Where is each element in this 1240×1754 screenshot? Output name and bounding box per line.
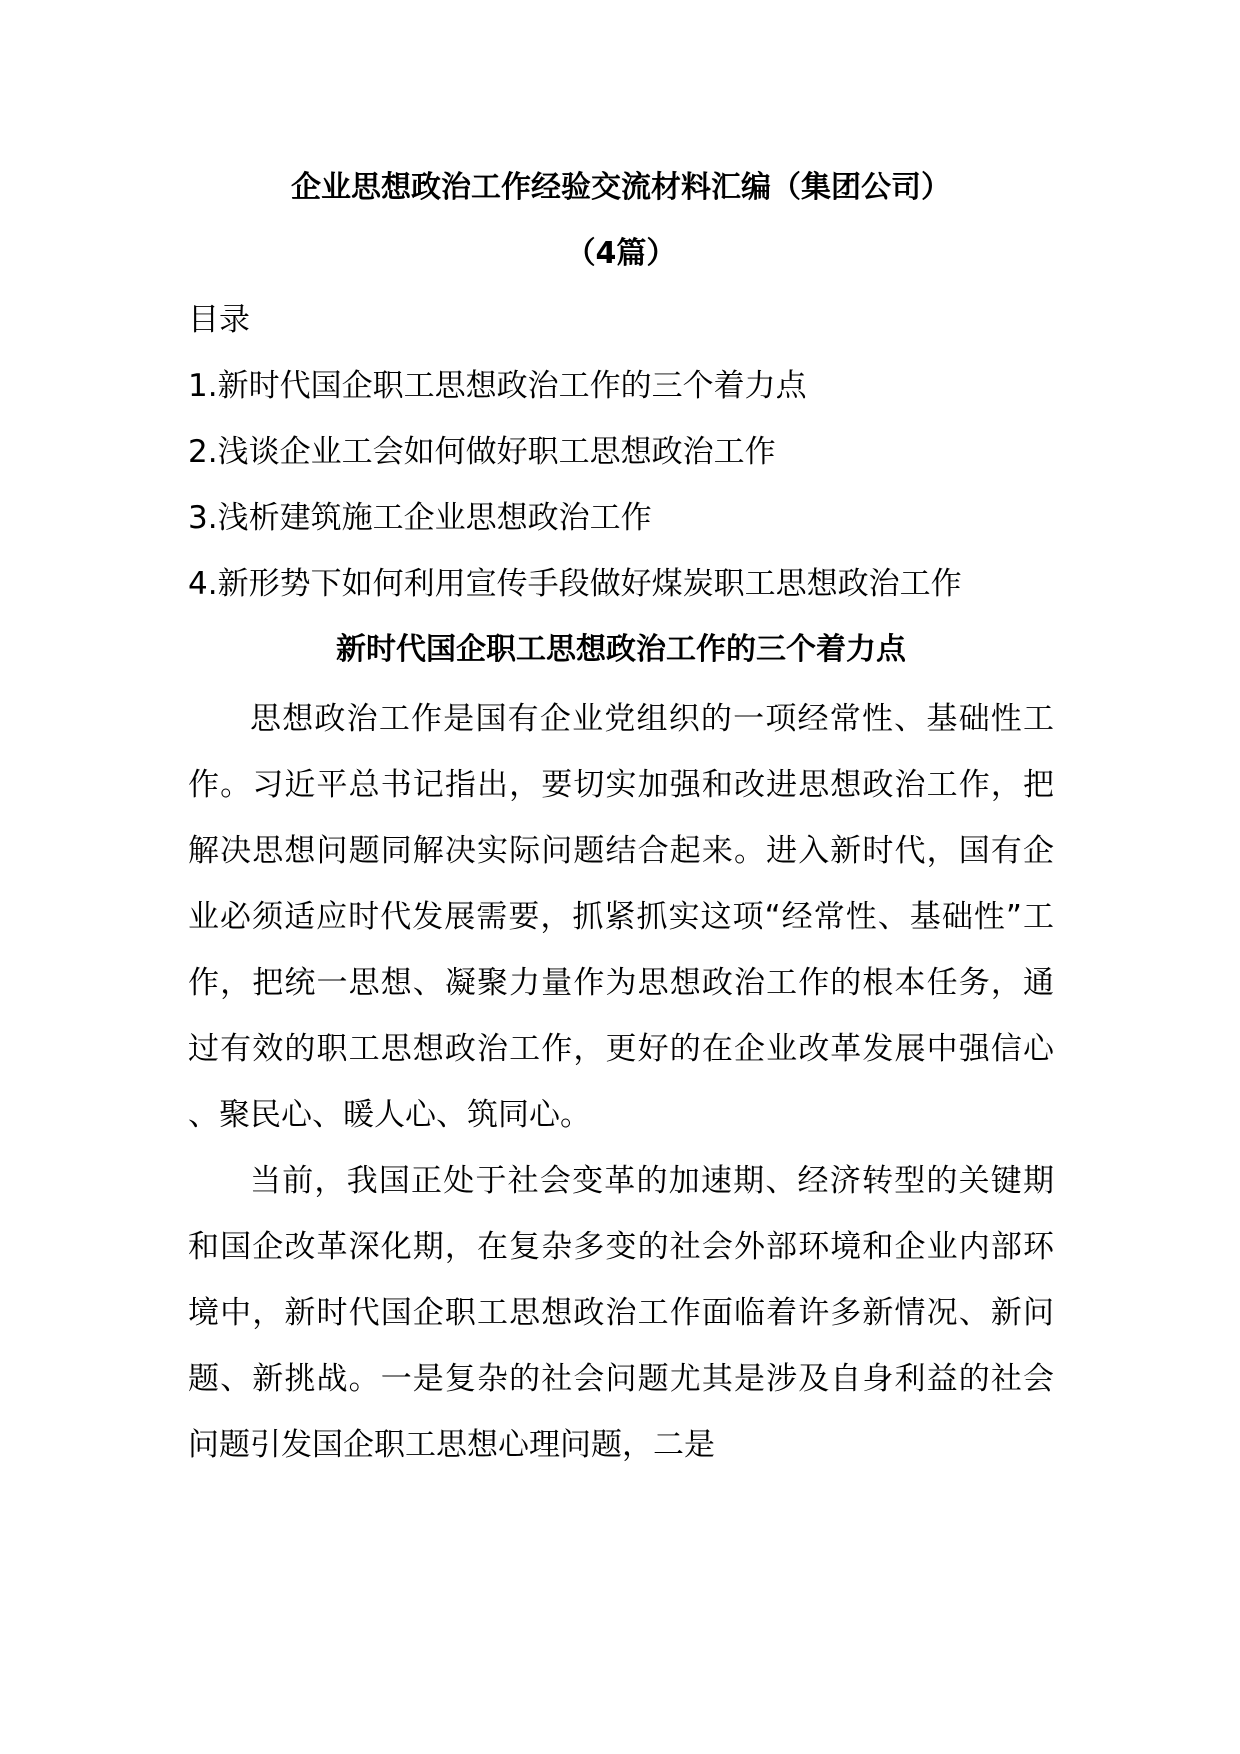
toc-item: 3.浅析建筑施工企业思想政治工作 bbox=[188, 500, 652, 536]
toc-item: 2.浅谈企业工会如何做好职工思想政治工作 bbox=[188, 434, 776, 470]
toc-item: 1.新时代国企职工思想政治工作的三个着力点 bbox=[188, 368, 807, 404]
document-title: 企业思想政治工作经验交流材料汇编（集团公司） bbox=[291, 170, 951, 205]
section-body bbox=[188, 686, 1054, 1478]
document-subtitle: （4篇） bbox=[565, 236, 677, 271]
section-title: 新时代国企职工思想政治工作的三个着力点 bbox=[336, 632, 906, 667]
body-paragraph: 当前，我国正处于社会变革的加速期、经济转型的关键期和国企改革深化期，在复杂多变的社会外部环境和企业内部环境中，新时代国企职工思想政治工作面临着许多新情况、新问题、新挑战。一是复杂的社会问题尤其是涉及自身利益的社会问题引发国企职工思想心理问题，二是 bbox=[188, 1163, 1054, 1463]
toc-heading: 目录 bbox=[188, 302, 250, 338]
table-of-contents bbox=[188, 366, 962, 630]
body-paragraph: 思想政治工作是国有企业党组织的一项经常性、基础性工作。习近平总书记指出，要切实加强和改进思想政治工作，把解决思想问题同解决实际问题结合起来。进入新时代，国有企业必须适应时代发展需要，抓紧抓实这项“经常性、基础性”工作，把统一思想、凝聚力量作为思想政治工作的根本任务，通过有效的职工思想政治工作，更好的在企业改革发展中强信心、聚民心、暖人心、筑同心。 bbox=[188, 701, 1054, 1133]
toc-item: 4.新形势下如何利用宣传手段做好煤炭职工思想政治工作 bbox=[188, 566, 962, 602]
